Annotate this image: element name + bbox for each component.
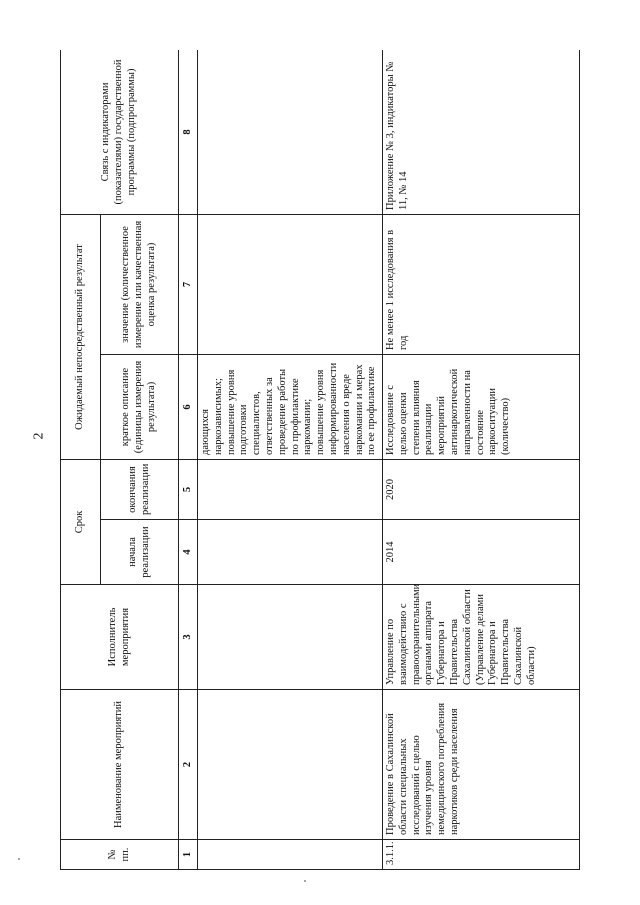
header-executor: Исполнитель мероприятия <box>61 585 179 690</box>
empty-cell <box>198 585 383 690</box>
header-link: Связь с индикаторами (показателями) государственной программы (подпрограммы) <box>61 50 179 214</box>
rotated-table-wrapper <box>60 50 580 870</box>
header-term-start: начала реализации <box>101 520 179 585</box>
table-viewport <box>60 50 580 870</box>
measures-table <box>60 50 580 870</box>
header-term: Срок <box>61 459 101 584</box>
empty-cell <box>198 520 383 585</box>
header-term-end: окончания реализации <box>101 459 179 519</box>
empty-cell <box>198 459 383 519</box>
column-number: 4 <box>179 520 198 585</box>
row-value: Не менее 1 исследования в год <box>383 214 580 354</box>
header-expected: Ожидаемый непосредственный результат <box>61 214 101 459</box>
row-num: 3.1.1. <box>383 840 580 870</box>
row-name: Проведение в Сахалинской области специальных исследований с целью изучения уровня немедицинского потребления наркотиков среди населения <box>383 690 580 840</box>
header-expected-value: значение (количественное измерение или качественная оценка результата) <box>101 214 179 354</box>
column-number: 7 <box>179 214 198 354</box>
header-name: Наименование мероприятий <box>61 690 179 840</box>
header-num: № пп. <box>61 840 179 870</box>
column-number: 6 <box>179 354 198 459</box>
carryover-row <box>198 50 383 870</box>
row-link: Приложение № 3, индикаторы № 11, № 14 <box>383 50 580 214</box>
page-number: 2 <box>31 432 47 440</box>
carryover-short-description: дающихся наркозависимых; повышение уровня подготовки специалистов, ответственных за проведение работы по профилактике наркомании; повышение уровня информированности населения о вреде наркомании и мерах по ее профилактике <box>198 354 383 459</box>
row-executor: Управление по взаимодействию с правоохранительными органами аппарата Губернатора и Правительства Сахалинской области (Управление делами Губернатора и Правительства Сахалинской области) <box>383 585 580 690</box>
row-end: 2020 <box>383 459 580 519</box>
column-number: 3 <box>179 585 198 690</box>
row-short-description: Исследование с целью оценки степени влияния реализации мероприятий антинаркотической направленности на состояние наркоситуации (количество) <box>383 354 580 459</box>
empty-cell <box>198 50 383 214</box>
row-start: 2014 <box>383 520 580 585</box>
column-number: 1 <box>179 840 198 870</box>
empty-cell <box>198 690 383 840</box>
column-number: 8 <box>179 50 198 214</box>
column-numbers-row <box>179 50 198 870</box>
table-row <box>383 50 580 870</box>
empty-cell <box>198 840 383 870</box>
scan-speck <box>18 858 20 860</box>
empty-cell <box>198 214 383 354</box>
column-number: 5 <box>179 459 198 519</box>
header-expected-short: краткое описание (единицы измерения результата) <box>101 354 179 459</box>
scan-speck <box>304 880 306 882</box>
column-number: 2 <box>179 690 198 840</box>
